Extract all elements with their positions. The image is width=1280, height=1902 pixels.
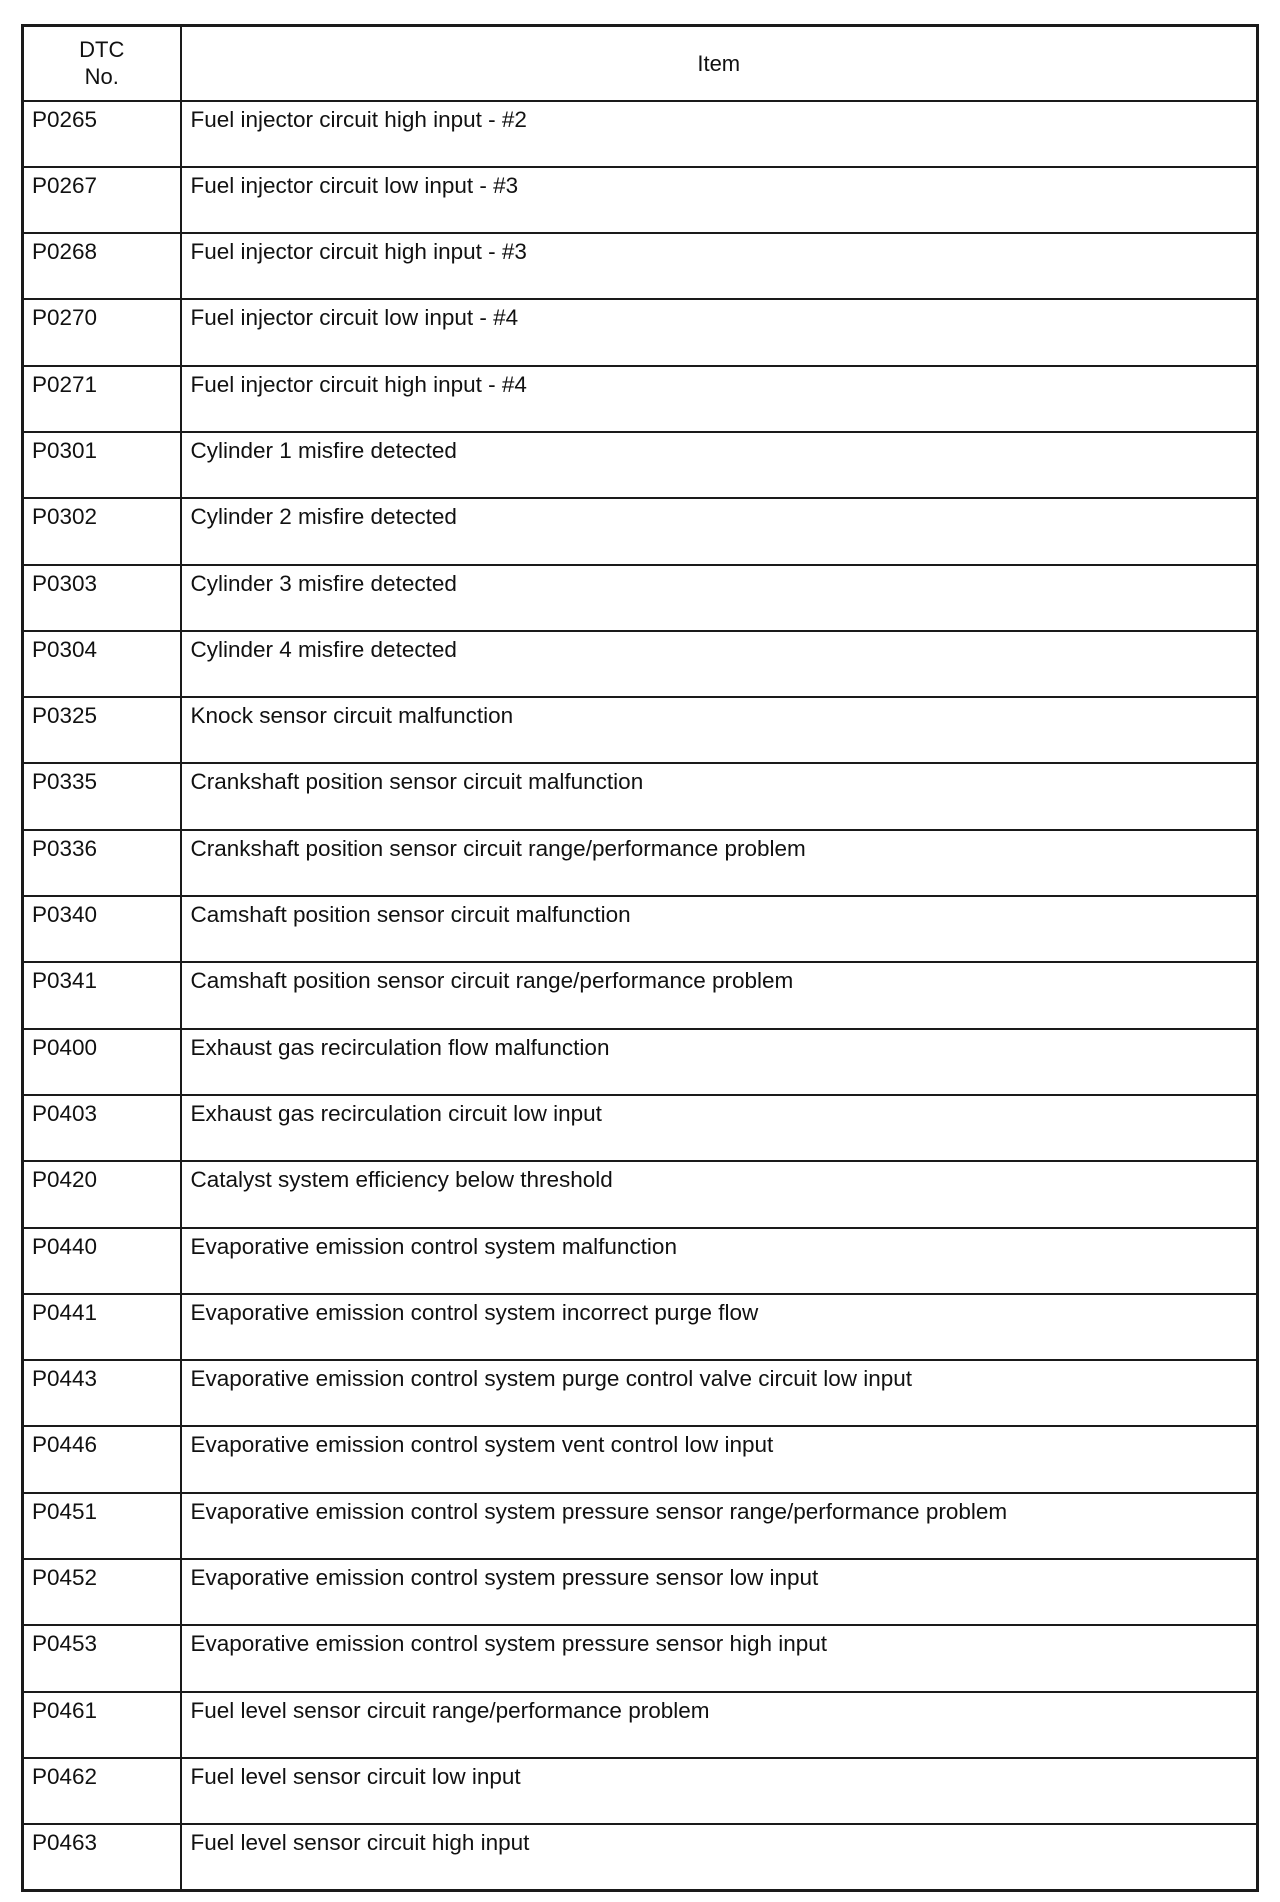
dtc-code-cell: P0268: [23, 233, 181, 299]
table-row: [23, 366, 1258, 432]
dtc-item-cell: Exhaust gas recirculation flow malfunction: [181, 1029, 1258, 1095]
table-row: [23, 830, 1258, 896]
dtc-code-cell: P0325: [23, 697, 181, 763]
dtc-item-cell: Evaporative emission control system pressure sensor low input: [181, 1559, 1258, 1625]
dtc-item-cell: Fuel injector circuit high input - #3: [181, 233, 1258, 299]
table-row: [23, 1559, 1258, 1625]
dtc-code-cell: P0446: [23, 1426, 181, 1492]
dtc-item-cell: Cylinder 3 misfire detected: [181, 565, 1258, 631]
dtc-item-cell: Evaporative emission control system vent control low input: [181, 1426, 1258, 1492]
table-row: [23, 565, 1258, 631]
dtc-code-cell: P0302: [23, 498, 181, 564]
header-dtc-no-line2: No.: [84, 64, 119, 90]
table-row: [23, 1360, 1258, 1426]
table-row: [23, 1095, 1258, 1161]
dtc-code-cell: P0335: [23, 763, 181, 829]
dtc-code-cell: P0462: [23, 1758, 181, 1824]
header-row: [23, 26, 1258, 101]
dtc-item-cell: Evaporative emission control system pressure sensor high input: [181, 1625, 1258, 1691]
dtc-code-cell: P0440: [23, 1228, 181, 1294]
table-row: [23, 299, 1258, 365]
table-row: [23, 1493, 1258, 1559]
dtc-code-cell: P0301: [23, 432, 181, 498]
table-row: [23, 1161, 1258, 1227]
table-row: [23, 962, 1258, 1028]
dtc-item-cell: Evaporative emission control system purge control valve circuit low input: [181, 1360, 1258, 1426]
dtc-code-cell: P0463: [23, 1824, 181, 1890]
table-row: [23, 233, 1258, 299]
dtc-item-cell: Fuel injector circuit low input - #4: [181, 299, 1258, 365]
table-row: [23, 697, 1258, 763]
table-row: [23, 1692, 1258, 1758]
table-row: [23, 1625, 1258, 1691]
table-row: [23, 631, 1258, 697]
dtc-code-cell: P0403: [23, 1095, 181, 1161]
table-row: [23, 432, 1258, 498]
table-row: [23, 1294, 1258, 1360]
table-row: [23, 167, 1258, 233]
table-row: [23, 1824, 1258, 1890]
dtc-item-cell: Camshaft position sensor circuit range/performance problem: [181, 962, 1258, 1028]
dtc-item-cell: Fuel injector circuit high input - #2: [181, 101, 1258, 167]
dtc-item-cell: Evaporative emission control system incorrect purge flow: [181, 1294, 1258, 1360]
dtc-item-cell: Exhaust gas recirculation circuit low input: [181, 1095, 1258, 1161]
header-dtc-no: [23, 26, 181, 101]
dtc-item-cell: Evaporative emission control system malfunction: [181, 1228, 1258, 1294]
table-row: [23, 1758, 1258, 1824]
dtc-item-cell: Fuel injector circuit high input - #4: [181, 366, 1258, 432]
dtc-code-cell: P0453: [23, 1625, 181, 1691]
dtc-code-cell: P0267: [23, 167, 181, 233]
table-row: [23, 101, 1258, 167]
table-row: [23, 1228, 1258, 1294]
dtc-item-cell: Crankshaft position sensor circuit range/performance problem: [181, 830, 1258, 896]
dtc-item-cell: Evaporative emission control system pressure sensor range/performance problem: [181, 1493, 1258, 1559]
dtc-code-cell: P0265: [23, 101, 181, 167]
table-row: [23, 763, 1258, 829]
dtc-code-cell: P0452: [23, 1559, 181, 1625]
dtc-table: [21, 24, 1259, 1892]
table-row: [23, 498, 1258, 564]
dtc-item-cell: Knock sensor circuit malfunction: [181, 697, 1258, 763]
table-row: [23, 1426, 1258, 1492]
dtc-item-cell: Cylinder 2 misfire detected: [181, 498, 1258, 564]
dtc-code-cell: P0340: [23, 896, 181, 962]
dtc-code-cell: P0443: [23, 1360, 181, 1426]
dtc-item-cell: Cylinder 1 misfire detected: [181, 432, 1258, 498]
table-row: [23, 1029, 1258, 1095]
dtc-code-cell: P0304: [23, 631, 181, 697]
table-row: [23, 896, 1258, 962]
dtc-item-cell: Fuel level sensor circuit high input: [181, 1824, 1258, 1890]
dtc-code-cell: P0336: [23, 830, 181, 896]
header-item: Item: [181, 26, 1258, 101]
dtc-code-cell: P0303: [23, 565, 181, 631]
dtc-code-cell: P0341: [23, 962, 181, 1028]
table-header: [23, 26, 1258, 101]
dtc-item-cell: Crankshaft position sensor circuit malfunction: [181, 763, 1258, 829]
dtc-item-cell: Camshaft position sensor circuit malfunction: [181, 896, 1258, 962]
dtc-item-cell: Cylinder 4 misfire detected: [181, 631, 1258, 697]
dtc-code-cell: P0451: [23, 1493, 181, 1559]
header-dtc-no-line1: DTC: [79, 37, 125, 63]
dtc-code-cell: P0271: [23, 366, 181, 432]
table-body: [23, 101, 1258, 1891]
dtc-code-cell: P0270: [23, 299, 181, 365]
dtc-code-cell: P0420: [23, 1161, 181, 1227]
dtc-item-cell: Catalyst system efficiency below threshold: [181, 1161, 1258, 1227]
dtc-code-cell: P0461: [23, 1692, 181, 1758]
dtc-code-cell: P0441: [23, 1294, 181, 1360]
dtc-item-cell: Fuel level sensor circuit range/performance problem: [181, 1692, 1258, 1758]
dtc-code-cell: P0400: [23, 1029, 181, 1095]
dtc-item-cell: Fuel level sensor circuit low input: [181, 1758, 1258, 1824]
dtc-item-cell: Fuel injector circuit low input - #3: [181, 167, 1258, 233]
